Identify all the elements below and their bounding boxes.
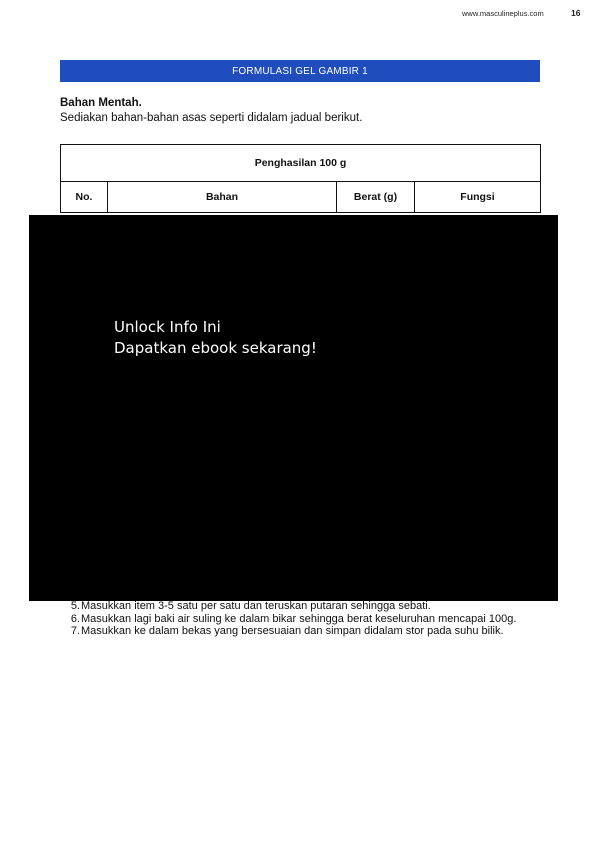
unlock-title: Unlock Info Ini	[114, 318, 221, 336]
unlock-subtitle: Dapatkan ebook sekarang!	[114, 339, 317, 357]
list-item	[60, 625, 541, 638]
step-text: Masukkan lagi baki air suling ke dalam bikar sehingga berat keseluruhan mencapai 100g.	[81, 612, 517, 625]
step-text: Masukkan ke dalam bekas yang bersesuaian dan simpan didalam stor pada suhu bilik.	[81, 625, 504, 637]
step-number: 5.	[70, 600, 80, 612]
step-text: Masukkan item 3-5 satu per satu dan teruskan putaran sehingga sebati.	[81, 600, 431, 612]
column-header-no: No.	[61, 182, 108, 213]
list-item	[60, 600, 541, 613]
table-header-row	[61, 182, 541, 213]
table-title: Penghasilan 100 g	[61, 145, 541, 182]
step-number: 6.	[70, 612, 80, 625]
column-header-bahan: Bahan	[108, 182, 337, 213]
section-description: Sediakan bahan-bahan asas seperti didalam jadual berikut.	[60, 112, 363, 124]
ingredients-table	[60, 144, 540, 213]
banner-title: FORMULASI GEL GAMBIR 1	[232, 65, 368, 77]
table-title-row	[61, 145, 541, 182]
steps-list	[60, 600, 541, 638]
section-heading: Bahan Mentah.	[60, 97, 142, 109]
list-item	[60, 613, 541, 626]
column-header-berat: Berat (g)	[337, 182, 415, 213]
step-number: 7.	[70, 625, 80, 637]
unlock-overlay[interactable]	[29, 215, 558, 601]
column-header-fungsi: Fungsi	[415, 182, 541, 213]
section-banner	[60, 60, 540, 82]
header-website-url: www.masculineplus.com	[462, 9, 544, 18]
page-number: 16	[571, 8, 581, 18]
